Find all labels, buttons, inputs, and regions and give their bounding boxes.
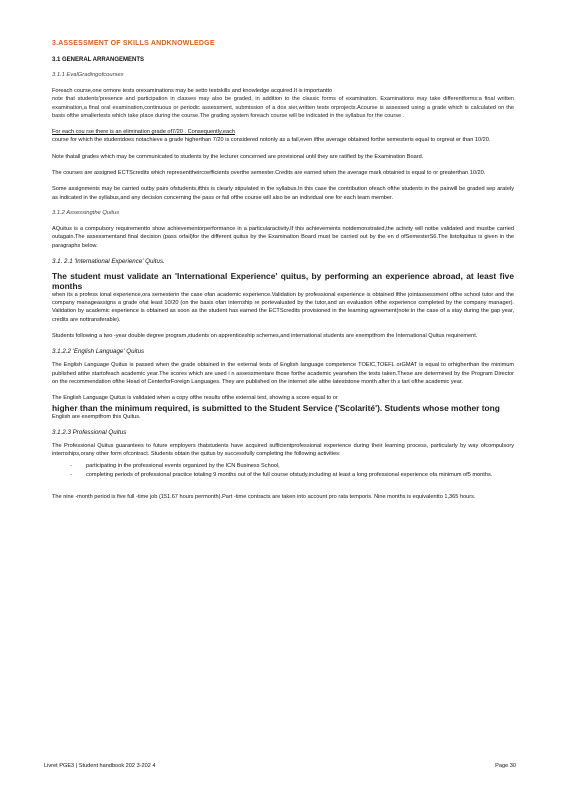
paragraph-english-large-line: higher than the minimum required, is submitted to the Student Service ('Scolarité'). Students whose mother tong bbox=[52, 402, 500, 413]
section-title: 3.ASSESSMENT OF SKILLS ANDKNOWLEDGE bbox=[52, 40, 215, 47]
document-page bbox=[52, 40, 514, 509]
subsection-3-1-2-heading: 3.1.2 Assessingthe Quitus bbox=[52, 209, 120, 216]
paragraph-english-exemption: English are exemptfrom this Quitus. bbox=[52, 413, 141, 420]
footer-handbook-title: Livret PGE3 | Student handbook 202 3-202 4 bbox=[44, 763, 156, 769]
paragraph-english-validation: The English Language Quitus is validated when a copy ofthe results ofthe external test, showing a score equal to or bbox=[52, 395, 338, 402]
paragraph-english-quitus: The English Language Quitus is passed when the grade obtained in the external tests of English language competence TOEIC,TOEFL orGMAT is equal to orhigherthan the minimum published atthe startofeach academic year.The scores which are used i n assessmentare those forthe academic yearwhen the tests taken.These are determined by the Program Director on the recommendation ofthe Head of CenterforForeign Languages. They are published on the internet site atthe lateststone month after th s tart ofthe academic year. bbox=[52, 362, 514, 385]
paragraph-elimination-grade-cont: course for which the studentdoes notachieve a grade higherthan 7/20 is considered notonly as a fail,even ifthe average obtained forthe semesteris equal to orgreat er than 10/20. bbox=[52, 137, 491, 144]
paragraph-international-exemptions: Students following a two -year double degree program,students on apprenticeship schemes,and international students are exemptfrom the International Quitus requirement. bbox=[52, 333, 478, 340]
paragraph-quitus-definition: AQuitus is a compulsory requirementto show achievementorperformance in a particularactivity.If this achievements notdemonstrated,the activity will notbe validated and mustbe carried outagain.The assessmentand final decision (pass orfail)for the different quitus by the Examination Board must be carried out by the en d ofSemesterS6.The listofquitus is given in the paragraphs below. bbox=[52, 225, 514, 249]
paragraph-nine-month-period: The nine -month period is five full -time job (151.67 hours permonth).Part -time contracts are taken into account pro rata temporis. Nine months is equivalentto 1,365 hours. bbox=[52, 494, 476, 501]
paragraph-international-quitus: when its a profess ional experience,ora semesterin the case ofan academic experience.Validation by professional experience is obtained ifthe jointassessment ofthe school tutor and the company manageassigns a grade ofat least 10/20 (on the basis ofan internship re portevaluated by the tutor,and an evaluation ofthe experience completed by the company manager). Validation by academic experience is obtained as soon as the student has earned the ECTScredits provisioned in the learning agreement(note:in the case of a stay during the gap year, credits are nottransferable). bbox=[52, 291, 514, 323]
list-item: - completing periods of professional practice totaling 9 months out of the full course ofstudy,including at least a long professional experience ofa minimum of5 months. bbox=[70, 471, 514, 479]
subsection-3-1-heading: 3.1 GENERAL ARRANGEMENTS bbox=[52, 57, 145, 63]
footer-page-number: Page 30 bbox=[495, 763, 516, 769]
paragraph-pair-assignments: Some assignments may be carried outby pairs ofstudents,ifthis is clearly stipulated in the syllabus.In this case the contribution ofeach ofthe students in the pairwill be graded sep arately as indicated in the syllabus,and any decision concerning the pass or fail ofthe course will also be an individual one for each team member. bbox=[52, 186, 514, 201]
paragraph-grading-large-line: note that students'presence and participation in classes may also be graded, in addition to the classic forms of examination. Examinations may take differentforms:a final written examination,a final oral examination,continuous or periodic assessment, submission of a dos sier,written tests orprojects.Acourse is assessed using a grade which is calculated on the basis ofthe smallertests which take place during the course.The grading system foreach course will be indicated in the syllabus for the course . bbox=[52, 96, 514, 119]
paragraph-ects-credits: The courses are assigned ECTScredits which representtheircoefficients overthe semester.Credits are earned when the average mark obtained is equal to or greaterthan 10/20. bbox=[52, 170, 486, 177]
paragraph-professional-quitus: The Professional Quitus guarantees to future employers thatstudents have acquired sufficientprofessional experience during their learning process, particularly by way ofcompulsory internships,orany other form ofcontract. Students obtain the quitus by successfully completing the following activities: bbox=[52, 442, 514, 458]
subsection-english-quitus-heading: 3.1.2.2 'English Language' Quitus bbox=[52, 348, 145, 356]
subsection-professional-quitus-heading: 3.1.2.3 Professional Quitus bbox=[52, 428, 127, 436]
paragraph-elimination-grade: For each cou rse there is an elimination grade of7/20 . Consequently,each bbox=[52, 129, 236, 136]
paragraph-grading-intro: Foreach course,one ormore tests orexaminations may be setto testskills and knowledge acquired.It is importantto bbox=[52, 88, 333, 94]
subsection-international-quitus-heading: 3.1. 2.1 'International Experience' Quitus. bbox=[52, 257, 165, 265]
paragraph-provisional-grades: Note thatall grades which may be communicated to students by the lecturer concerned are provisional until they are ratified by the Examination Board. bbox=[52, 153, 424, 160]
professional-activities-list bbox=[70, 462, 514, 479]
list-item: - participating in the professional events organized by the ICN Business School, bbox=[70, 462, 514, 470]
subsection-3-1-1-heading: 3.1.1 EvalGradingofcourses bbox=[52, 72, 124, 78]
paragraph-international-large-line: The student must validate an 'International Experience' quitus, by performing an experience abroad, at least five months bbox=[52, 270, 514, 291]
